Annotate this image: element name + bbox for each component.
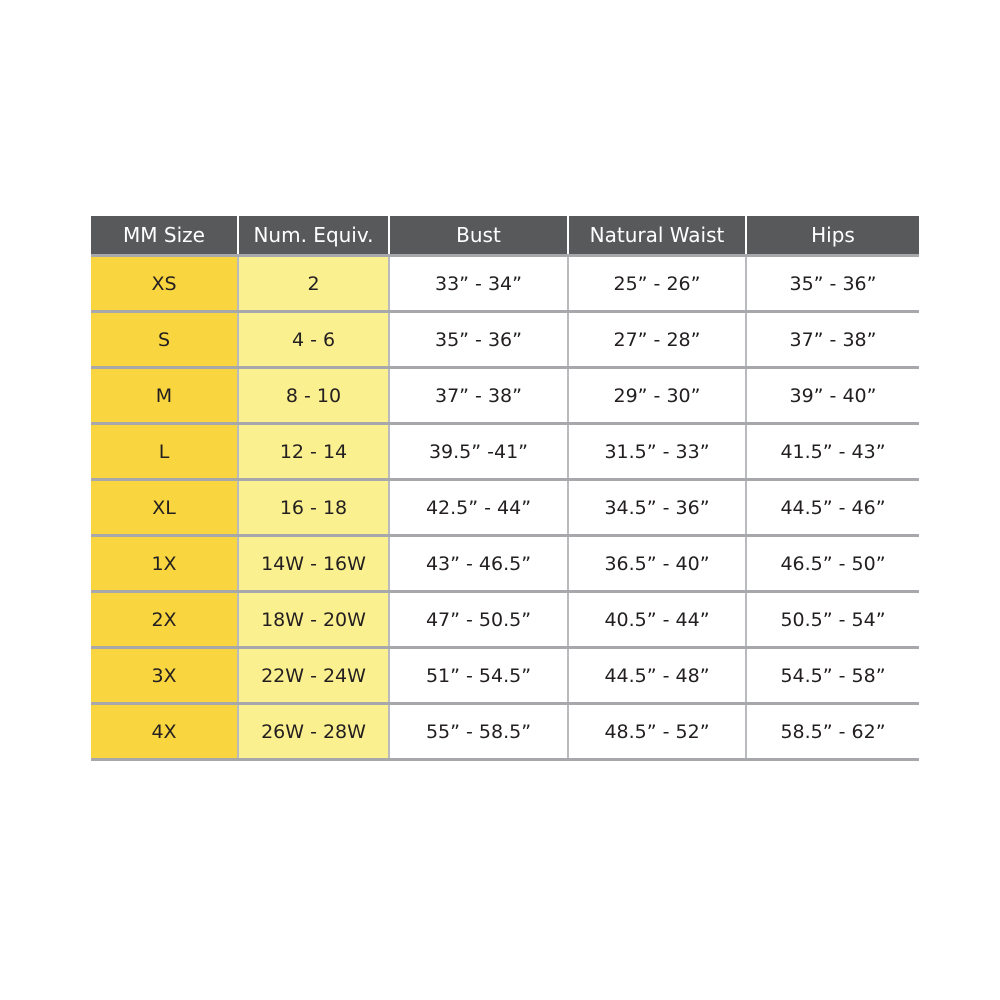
bust-cell: 51” - 54.5” bbox=[389, 648, 568, 704]
bust-cell: 55” - 58.5” bbox=[389, 704, 568, 760]
hips-cell: 46.5” - 50” bbox=[746, 536, 919, 592]
size-cell: 1X bbox=[91, 536, 238, 592]
hips-cell: 35” - 36” bbox=[746, 256, 919, 312]
num-equiv-cell: 26W - 28W bbox=[238, 704, 389, 760]
waist-cell: 27” - 28” bbox=[568, 312, 746, 368]
table-row bbox=[91, 312, 919, 368]
hips-cell: 37” - 38” bbox=[746, 312, 919, 368]
hips-cell: 39” - 40” bbox=[746, 368, 919, 424]
header-row bbox=[91, 216, 919, 256]
size-cell: M bbox=[91, 368, 238, 424]
num-equiv-cell: 2 bbox=[238, 256, 389, 312]
num-equiv-cell: 14W - 16W bbox=[238, 536, 389, 592]
size-cell: 4X bbox=[91, 704, 238, 760]
bust-cell: 47” - 50.5” bbox=[389, 592, 568, 648]
table-row bbox=[91, 480, 919, 536]
waist-cell: 25” - 26” bbox=[568, 256, 746, 312]
bust-cell: 43” - 46.5” bbox=[389, 536, 568, 592]
hips-cell: 50.5” - 54” bbox=[746, 592, 919, 648]
hips-cell: 58.5” - 62” bbox=[746, 704, 919, 760]
waist-cell: 29” - 30” bbox=[568, 368, 746, 424]
num-equiv-cell: 22W - 24W bbox=[238, 648, 389, 704]
header-num-equiv: Num. Equiv. bbox=[238, 216, 389, 256]
num-equiv-cell: 4 - 6 bbox=[238, 312, 389, 368]
header-hips: Hips bbox=[746, 216, 919, 256]
bust-cell: 33” - 34” bbox=[389, 256, 568, 312]
hips-cell: 44.5” - 46” bbox=[746, 480, 919, 536]
header-natural-waist: Natural Waist bbox=[568, 216, 746, 256]
table-row bbox=[91, 256, 919, 312]
waist-cell: 36.5” - 40” bbox=[568, 536, 746, 592]
waist-cell: 40.5” - 44” bbox=[568, 592, 746, 648]
table-row bbox=[91, 368, 919, 424]
size-cell: L bbox=[91, 424, 238, 480]
header-bust: Bust bbox=[389, 216, 568, 256]
waist-cell: 48.5” - 52” bbox=[568, 704, 746, 760]
size-cell: XS bbox=[91, 256, 238, 312]
table-row bbox=[91, 592, 919, 648]
table-row bbox=[91, 648, 919, 704]
table-row bbox=[91, 536, 919, 592]
num-equiv-cell: 18W - 20W bbox=[238, 592, 389, 648]
bust-cell: 42.5” - 44” bbox=[389, 480, 568, 536]
bust-cell: 35” - 36” bbox=[389, 312, 568, 368]
waist-cell: 34.5” - 36” bbox=[568, 480, 746, 536]
hips-cell: 41.5” - 43” bbox=[746, 424, 919, 480]
size-cell: 2X bbox=[91, 592, 238, 648]
num-equiv-cell: 8 - 10 bbox=[238, 368, 389, 424]
bust-cell: 39.5” -41” bbox=[389, 424, 568, 480]
size-chart-body bbox=[91, 256, 919, 760]
size-cell: 3X bbox=[91, 648, 238, 704]
size-cell: S bbox=[91, 312, 238, 368]
size-chart-header bbox=[91, 216, 919, 256]
size-chart-table bbox=[91, 216, 919, 761]
header-mm-size: MM Size bbox=[91, 216, 238, 256]
num-equiv-cell: 12 - 14 bbox=[238, 424, 389, 480]
hips-cell: 54.5” - 58” bbox=[746, 648, 919, 704]
table-row bbox=[91, 424, 919, 480]
bust-cell: 37” - 38” bbox=[389, 368, 568, 424]
num-equiv-cell: 16 - 18 bbox=[238, 480, 389, 536]
size-cell: XL bbox=[91, 480, 238, 536]
waist-cell: 31.5” - 33” bbox=[568, 424, 746, 480]
table-row bbox=[91, 704, 919, 760]
waist-cell: 44.5” - 48” bbox=[568, 648, 746, 704]
